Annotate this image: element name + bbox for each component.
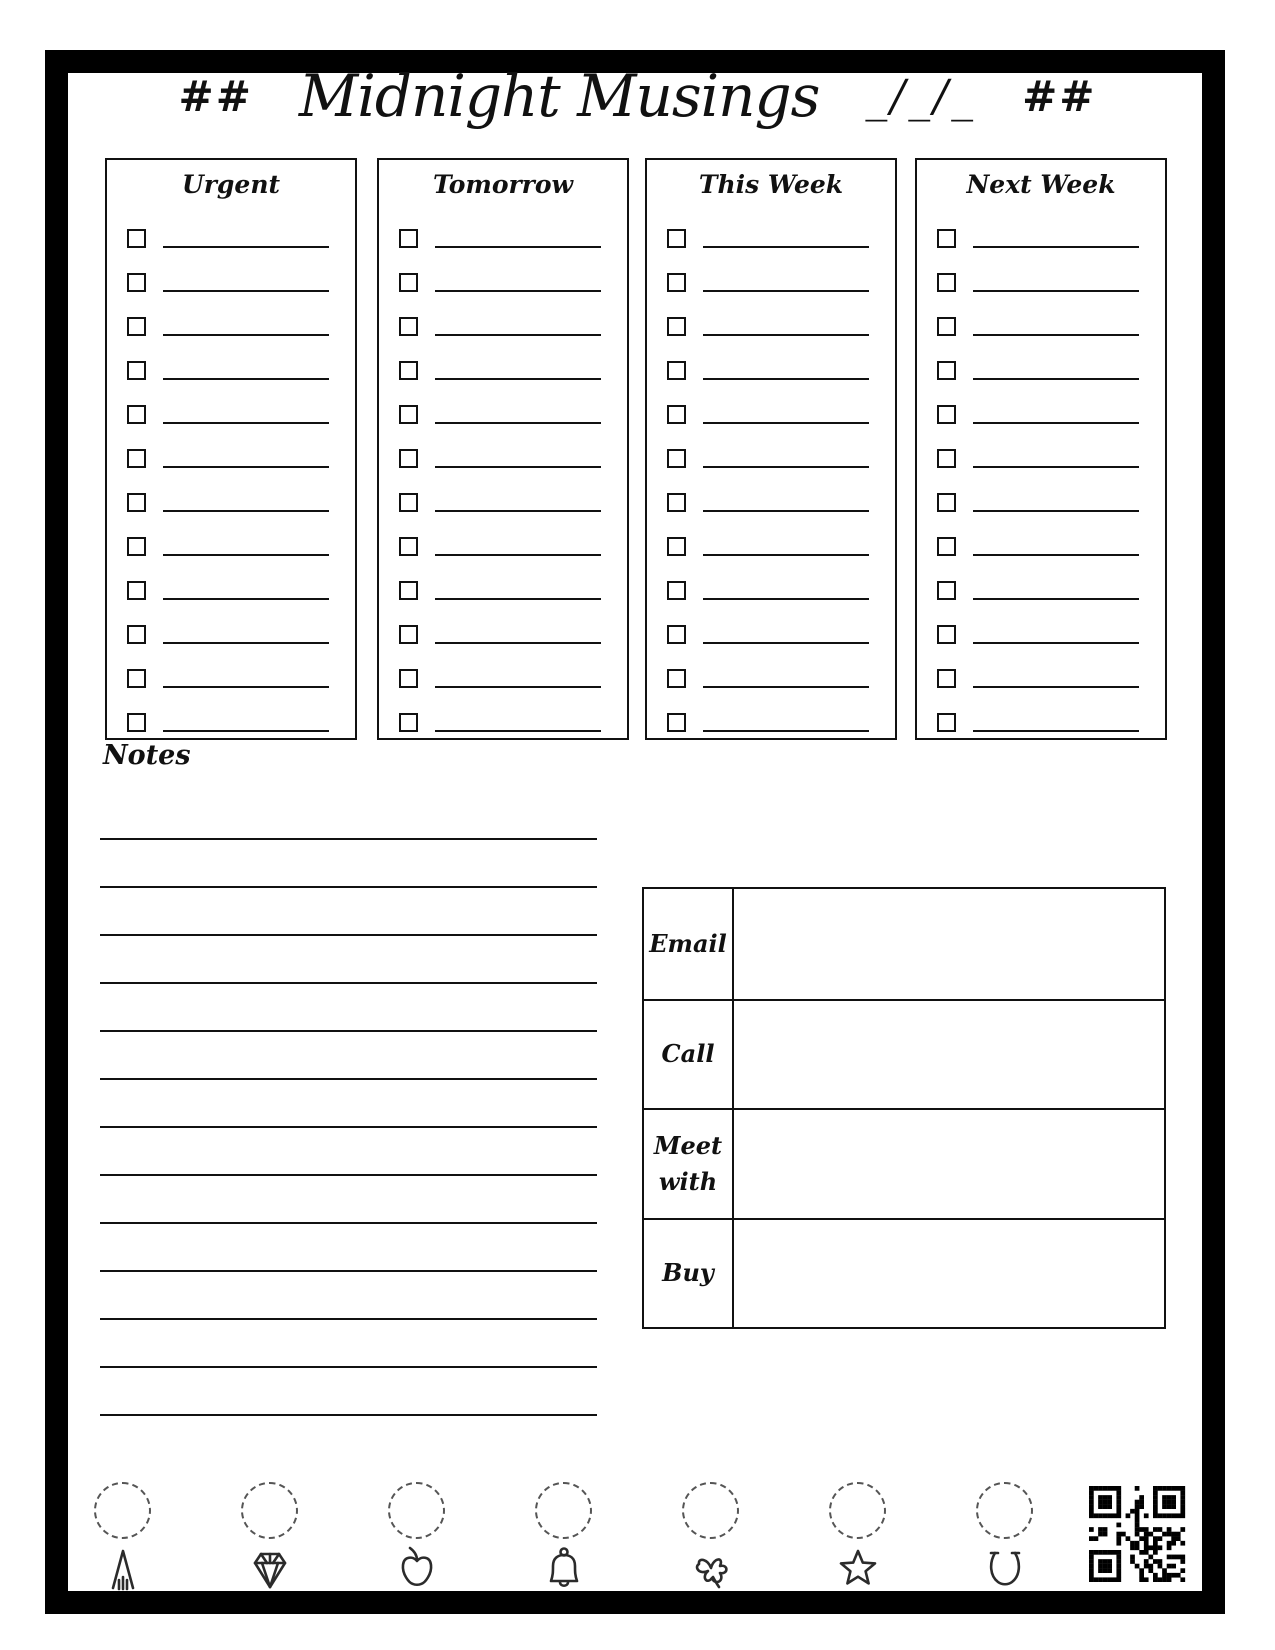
date-fill-in-field[interactable]: _/_/_	[865, 70, 977, 122]
stamp-circle-placeholder	[94, 1482, 151, 1539]
contact-row-label: Call	[644, 1001, 734, 1109]
task-checkbox[interactable]	[667, 405, 686, 424]
task-checkbox[interactable]	[127, 581, 146, 600]
task-slot-row	[107, 608, 355, 652]
task-slot-row	[379, 388, 627, 432]
task-checkbox[interactable]	[127, 449, 146, 468]
task-write-in-line[interactable]	[163, 466, 329, 468]
task-slot-row	[107, 564, 355, 608]
note-write-in-line[interactable]	[100, 1414, 597, 1416]
task-checkbox[interactable]	[667, 273, 686, 292]
task-slot-row	[107, 696, 355, 740]
contact-row-label: Email	[644, 889, 734, 999]
task-slot-row	[107, 212, 355, 256]
note-write-in-line[interactable]	[100, 982, 597, 984]
task-write-in-line[interactable]	[973, 554, 1139, 556]
task-checkbox[interactable]	[127, 405, 146, 424]
note-write-in-line[interactable]	[100, 1030, 597, 1032]
note-write-in-line[interactable]	[100, 1318, 597, 1320]
task-write-in-line[interactable]	[435, 554, 601, 556]
column-title: Tomorrow	[432, 170, 574, 199]
task-slot-row	[379, 476, 627, 520]
column-urgent	[105, 158, 357, 740]
contact-row-write-in-cell[interactable]	[734, 1110, 1164, 1218]
column-slots	[379, 212, 627, 740]
page-title: Midnight Musings	[298, 62, 820, 130]
task-checkbox[interactable]	[937, 361, 956, 380]
task-checkbox[interactable]	[127, 361, 146, 380]
task-slot-row	[379, 300, 627, 344]
task-write-in-line[interactable]	[703, 466, 869, 468]
column-this-week	[645, 158, 897, 740]
task-checkbox[interactable]	[937, 273, 956, 292]
task-write-in-line[interactable]	[703, 598, 869, 600]
task-slot-row	[107, 256, 355, 300]
task-checkbox[interactable]	[937, 537, 956, 556]
task-write-in-line[interactable]	[973, 290, 1139, 292]
task-checkbox[interactable]	[399, 713, 418, 732]
task-checkbox[interactable]	[937, 449, 956, 468]
task-slot-row	[107, 432, 355, 476]
task-write-in-line[interactable]	[435, 466, 601, 468]
task-write-in-line[interactable]	[435, 598, 601, 600]
task-slot-row	[647, 344, 895, 388]
contact-table	[642, 887, 1166, 1329]
task-checkbox[interactable]	[399, 493, 418, 512]
contact-row-label: Meet with	[644, 1110, 734, 1218]
task-slot-row	[647, 476, 895, 520]
task-checkbox[interactable]	[937, 625, 956, 644]
task-write-in-line[interactable]	[973, 642, 1139, 644]
column-title: Urgent	[181, 170, 281, 199]
contact-row-label: Buy	[644, 1220, 734, 1328]
task-checkbox[interactable]	[127, 317, 146, 336]
task-write-in-line[interactable]	[703, 730, 869, 732]
column-slots	[917, 212, 1165, 740]
column-title: Next Week	[966, 170, 1116, 199]
task-slot-row	[917, 476, 1165, 520]
task-write-in-line[interactable]	[703, 686, 869, 688]
task-write-in-line[interactable]	[973, 686, 1139, 688]
note-write-in-line[interactable]	[100, 886, 597, 888]
task-write-in-line[interactable]	[163, 246, 329, 248]
task-write-in-line[interactable]	[703, 510, 869, 512]
contact-row-write-in-cell[interactable]	[734, 889, 1164, 999]
task-write-in-line[interactable]	[703, 378, 869, 380]
gem-icon	[246, 1544, 294, 1592]
task-checkbox[interactable]	[399, 229, 418, 248]
task-slot-row	[379, 608, 627, 652]
task-write-in-line[interactable]	[435, 422, 601, 424]
task-checkbox[interactable]	[937, 493, 956, 512]
task-slot-row	[647, 256, 895, 300]
task-checkbox[interactable]	[127, 669, 146, 688]
task-checkbox[interactable]	[937, 713, 956, 732]
task-write-in-line[interactable]	[703, 290, 869, 292]
decorative-hash-right: ##	[1022, 71, 1097, 121]
task-slot-row	[379, 256, 627, 300]
task-checkbox[interactable]	[399, 625, 418, 644]
column-slots	[107, 212, 355, 740]
column-slots	[647, 212, 895, 740]
task-checkbox[interactable]	[399, 669, 418, 688]
stamp-circle-placeholder	[829, 1482, 886, 1539]
task-write-in-line[interactable]	[163, 554, 329, 556]
task-checkbox[interactable]	[127, 713, 146, 732]
page-header	[75, 58, 1200, 134]
task-checkbox[interactable]	[399, 405, 418, 424]
task-slot-row	[647, 212, 895, 256]
task-write-in-line[interactable]	[973, 510, 1139, 512]
task-slot-row	[107, 344, 355, 388]
column-next-week	[915, 158, 1167, 740]
contact-table-row	[644, 1108, 1164, 1218]
note-write-in-line[interactable]	[100, 1174, 597, 1176]
task-checkbox[interactable]	[667, 713, 686, 732]
task-write-in-line[interactable]	[163, 686, 329, 688]
task-write-in-line[interactable]	[973, 730, 1139, 732]
task-write-in-line[interactable]	[703, 554, 869, 556]
task-write-in-line[interactable]	[163, 510, 329, 512]
note-write-in-line[interactable]	[100, 1222, 597, 1224]
contact-table-row	[644, 889, 1164, 999]
task-slot-row	[379, 344, 627, 388]
stamp-circle-placeholder	[976, 1482, 1033, 1539]
stamp-circle-placeholder	[388, 1482, 445, 1539]
task-slot-row	[379, 432, 627, 476]
task-write-in-line[interactable]	[163, 422, 329, 424]
decorative-hash-left: ##	[178, 71, 253, 121]
task-write-in-line[interactable]	[973, 422, 1139, 424]
task-checkbox[interactable]	[667, 537, 686, 556]
task-slot-row	[107, 476, 355, 520]
note-write-in-line[interactable]	[100, 1366, 597, 1368]
task-slot-row	[647, 300, 895, 344]
task-checkbox[interactable]	[127, 493, 146, 512]
stamp-circle-placeholder	[535, 1482, 592, 1539]
task-slot-row	[379, 520, 627, 564]
task-write-in-line[interactable]	[973, 334, 1139, 336]
column-tomorrow	[377, 158, 629, 740]
task-write-in-line[interactable]	[163, 378, 329, 380]
task-write-in-line[interactable]	[973, 598, 1139, 600]
task-write-in-line[interactable]	[703, 334, 869, 336]
task-checkbox[interactable]	[667, 229, 686, 248]
task-slot-row	[647, 696, 895, 740]
task-write-in-line[interactable]	[973, 246, 1139, 248]
star-icon	[834, 1544, 882, 1592]
contact-table-row	[644, 999, 1164, 1109]
task-checkbox[interactable]	[667, 625, 686, 644]
task-slot-row	[917, 300, 1165, 344]
task-write-in-line[interactable]	[435, 730, 601, 732]
task-slot-row	[379, 564, 627, 608]
task-slot-row	[647, 520, 895, 564]
task-checkbox[interactable]	[399, 361, 418, 380]
notes-section-label: Notes	[103, 740, 191, 771]
task-checkbox[interactable]	[937, 317, 956, 336]
task-checkbox[interactable]	[127, 625, 146, 644]
task-slot-row	[647, 608, 895, 652]
task-slot-row	[379, 212, 627, 256]
task-write-in-line[interactable]	[435, 378, 601, 380]
bell-icon	[540, 1544, 588, 1592]
note-write-in-line[interactable]	[100, 1126, 597, 1128]
task-checkbox[interactable]	[667, 669, 686, 688]
task-slot-row	[917, 652, 1165, 696]
task-checkbox[interactable]	[399, 273, 418, 292]
task-write-in-line[interactable]	[435, 642, 601, 644]
task-checkbox[interactable]	[667, 317, 686, 336]
stamp-circle-placeholder	[241, 1482, 298, 1539]
contact-row-write-in-cell[interactable]	[734, 1220, 1164, 1328]
task-write-in-line[interactable]	[703, 642, 869, 644]
task-write-in-line[interactable]	[703, 246, 869, 248]
task-checkbox[interactable]	[667, 449, 686, 468]
task-slot-row	[917, 256, 1165, 300]
task-slot-row	[917, 696, 1165, 740]
task-slot-row	[917, 432, 1165, 476]
contact-table-row	[644, 1218, 1164, 1328]
task-slot-row	[647, 388, 895, 432]
task-write-in-line[interactable]	[435, 510, 601, 512]
task-write-in-line[interactable]	[703, 422, 869, 424]
task-write-in-line[interactable]	[435, 246, 601, 248]
qr-code-icon	[1088, 1486, 1186, 1582]
task-write-in-line[interactable]	[163, 642, 329, 644]
task-write-in-line[interactable]	[163, 598, 329, 600]
task-checkbox[interactable]	[399, 537, 418, 556]
note-write-in-line[interactable]	[100, 934, 597, 936]
task-checkbox[interactable]	[667, 361, 686, 380]
note-write-in-line[interactable]	[100, 1078, 597, 1080]
task-checkbox[interactable]	[127, 273, 146, 292]
note-write-in-line[interactable]	[100, 838, 597, 840]
task-checkbox[interactable]	[937, 229, 956, 248]
task-write-in-line[interactable]	[163, 290, 329, 292]
task-checkbox[interactable]	[399, 581, 418, 600]
task-write-in-line[interactable]	[163, 730, 329, 732]
task-checkbox[interactable]	[937, 581, 956, 600]
task-slot-row	[647, 652, 895, 696]
task-write-in-line[interactable]	[973, 378, 1139, 380]
task-slot-row	[379, 696, 627, 740]
note-write-in-line[interactable]	[100, 1270, 597, 1272]
clover-icon	[687, 1544, 735, 1592]
task-slot-row	[917, 388, 1165, 432]
stamp-circle-placeholder	[682, 1482, 739, 1539]
rocket-icon	[99, 1544, 147, 1592]
task-slot-row	[107, 388, 355, 432]
task-checkbox[interactable]	[399, 317, 418, 336]
task-slot-row	[647, 432, 895, 476]
contact-row-write-in-cell[interactable]	[734, 1001, 1164, 1109]
task-slot-row	[917, 520, 1165, 564]
task-checkbox[interactable]	[667, 493, 686, 512]
task-slot-row	[379, 652, 627, 696]
column-title: This Week	[698, 170, 844, 199]
horseshoe-icon	[981, 1544, 1029, 1592]
task-slot-row	[647, 564, 895, 608]
task-checkbox[interactable]	[127, 229, 146, 248]
task-write-in-line[interactable]	[435, 334, 601, 336]
task-checkbox[interactable]	[127, 537, 146, 556]
task-write-in-line[interactable]	[973, 466, 1139, 468]
task-checkbox[interactable]	[937, 405, 956, 424]
task-checkbox[interactable]	[399, 449, 418, 468]
task-slot-row	[107, 300, 355, 344]
apple-icon	[393, 1544, 441, 1592]
task-write-in-line[interactable]	[435, 290, 601, 292]
task-slot-row	[917, 212, 1165, 256]
task-write-in-line[interactable]	[435, 686, 601, 688]
task-slot-row	[917, 564, 1165, 608]
task-checkbox[interactable]	[667, 581, 686, 600]
task-slot-row	[917, 608, 1165, 652]
task-slot-row	[107, 652, 355, 696]
task-checkbox[interactable]	[937, 669, 956, 688]
task-write-in-line[interactable]	[163, 334, 329, 336]
task-slot-row	[107, 520, 355, 564]
task-slot-row	[917, 344, 1165, 388]
